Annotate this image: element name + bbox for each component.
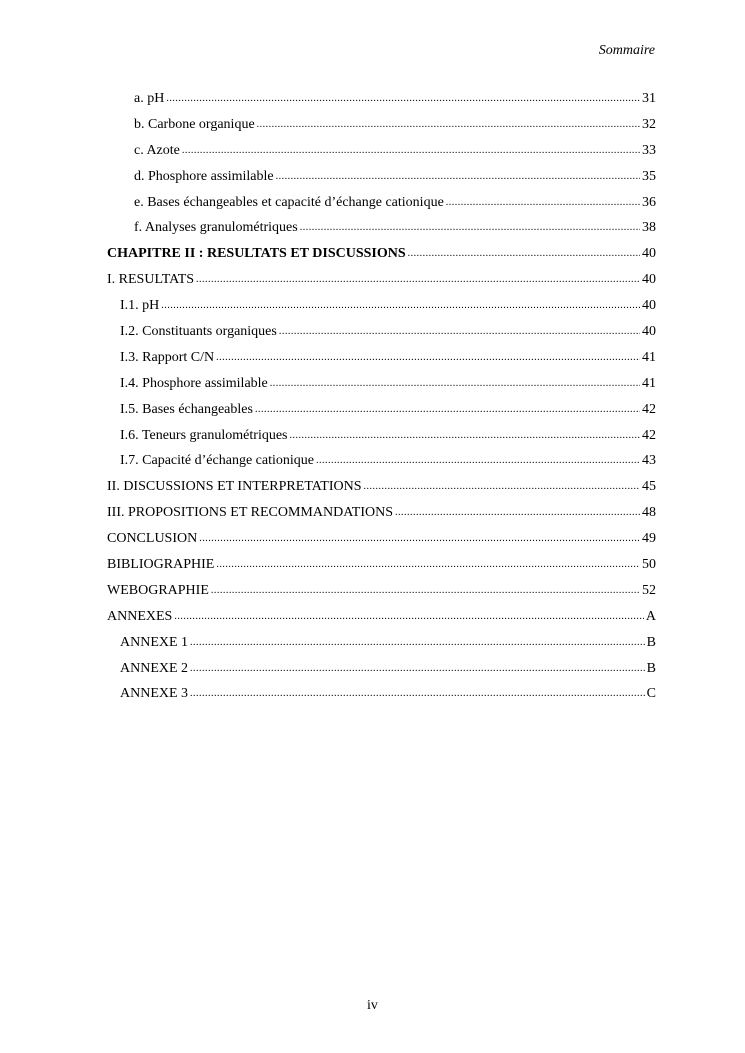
toc-entry-page: 36 (642, 194, 656, 210)
toc-entry-title: f. Analyses granulométriques (134, 220, 298, 236)
toc-entry-title: CHAPITRE II : RESULTATS ET DISCUSSIONS (107, 246, 406, 262)
page-number: iv (367, 998, 378, 1013)
toc-entry-page: 52 (642, 582, 656, 598)
toc-entry-title: I.7. Capacité d’échange cationique (120, 453, 314, 469)
toc-entry[interactable] (107, 241, 656, 267)
toc-dot-leader (199, 526, 640, 552)
toc-entry[interactable] (107, 215, 656, 241)
toc-entry-title: b. Carbone organique (134, 116, 255, 132)
toc-entry-title: c. Azote (134, 142, 180, 158)
toc-entry-page: 31 (642, 91, 656, 106)
toc-entry-title: CONCLUSION (107, 531, 198, 547)
toc-entry-title: a. pH (134, 91, 165, 106)
toc-dot-leader (300, 215, 640, 241)
toc-dot-leader (290, 423, 641, 449)
toc-entry-page: 50 (642, 557, 656, 573)
toc-entry-title: I.2. Constituants organiques (120, 324, 277, 340)
toc-entry[interactable] (107, 190, 656, 216)
toc-entry-page: 40 (642, 298, 656, 314)
toc-entry-page: 41 (642, 349, 656, 365)
toc-entry-title: e. Bases échangeables et capacité d’échange cationique (134, 194, 444, 210)
toc-entry[interactable] (107, 578, 656, 604)
toc-entry-title: WEBOGRAPHIE (107, 582, 209, 598)
toc-entry-page: 49 (642, 531, 656, 547)
toc-entry-title: BIBLIOGRAPHIE (107, 557, 215, 573)
toc-entry-title: I.5. Bases échangeables (120, 401, 253, 417)
toc-dot-leader (364, 474, 640, 500)
toc-dot-leader (279, 319, 640, 345)
toc-dot-leader (216, 345, 640, 371)
toc-entry-page: 38 (642, 220, 656, 236)
toc-dot-leader (257, 112, 640, 138)
toc-entry-page: C (646, 686, 656, 702)
toc-entry-page: 40 (642, 246, 656, 262)
toc-entry[interactable] (107, 552, 656, 578)
toc-entry-title: I.6. Teneurs granulométriques (120, 427, 288, 443)
toc-entry-page: 41 (642, 375, 656, 391)
toc-entry-page: 48 (642, 505, 656, 521)
toc-entry[interactable] (107, 448, 656, 474)
toc-dot-leader (166, 86, 640, 112)
toc-entry-title: ANNEXE 1 (120, 634, 189, 650)
toc-entry[interactable] (107, 371, 656, 397)
toc-dot-leader (316, 448, 640, 474)
toc-entry[interactable] (107, 681, 656, 707)
toc-dot-leader (216, 552, 640, 578)
toc-entry-title: d. Phosphore assimilable (134, 168, 274, 184)
toc-entry-title: I. RESULTATS (107, 272, 195, 288)
toc-entry[interactable] (107, 604, 656, 630)
toc-dot-leader (211, 578, 640, 604)
toc-entry-page: 45 (642, 479, 656, 495)
toc-entry-title: II. DISCUSSIONS ET INTERPRETATIONS (107, 479, 362, 495)
toc-entry-page: B (646, 634, 656, 650)
toc-dot-leader (190, 681, 645, 707)
toc-entry-page: 43 (642, 453, 656, 469)
toc-entry-page: 32 (642, 116, 656, 132)
toc-entry-page: 42 (642, 427, 656, 443)
table-of-contents (107, 86, 656, 707)
toc-entry[interactable] (107, 164, 656, 190)
toc-entry[interactable] (107, 86, 656, 112)
toc-dot-leader (276, 164, 640, 190)
toc-entry[interactable] (107, 630, 656, 656)
toc-entry-title: ANNEXE 3 (120, 686, 189, 702)
toc-dot-leader (446, 190, 640, 216)
toc-dot-leader (270, 371, 640, 397)
toc-entry-page: 40 (642, 272, 656, 288)
toc-entry[interactable] (107, 423, 656, 449)
toc-entry[interactable] (107, 397, 656, 423)
toc-entry-page: A (645, 608, 656, 624)
toc-entry[interactable] (107, 345, 656, 371)
toc-entry-title: I.3. Rapport C/N (120, 349, 215, 365)
toc-entry-page: B (646, 660, 656, 676)
toc-entry-title: III. PROPOSITIONS ET RECOMMANDATIONS (107, 505, 393, 521)
toc-entry[interactable] (107, 267, 656, 293)
toc-entry-title: I.1. pH (120, 298, 160, 314)
toc-entry[interactable] (107, 656, 656, 682)
toc-entry[interactable] (107, 293, 656, 319)
toc-dot-leader (182, 138, 640, 164)
toc-dot-leader (190, 630, 645, 656)
toc-entry-page: 33 (642, 142, 656, 158)
toc-dot-leader (255, 397, 640, 423)
running-header: Sommaire (598, 43, 655, 58)
toc-entry[interactable] (107, 112, 656, 138)
toc-entry-title: ANNEXES (107, 608, 173, 624)
toc-entry-page: 42 (642, 401, 656, 417)
toc-dot-leader (190, 656, 645, 682)
toc-entry-page: 40 (642, 324, 656, 340)
toc-entry[interactable] (107, 474, 656, 500)
toc-dot-leader (161, 293, 640, 319)
toc-dot-leader (196, 267, 640, 293)
toc-entry-title: ANNEXE 2 (120, 660, 189, 676)
toc-dot-leader (174, 604, 644, 630)
toc-entry[interactable] (107, 526, 656, 552)
toc-dot-leader (408, 241, 640, 267)
toc-dot-leader (395, 500, 640, 526)
toc-entry[interactable] (107, 319, 656, 345)
toc-entry-page: 35 (642, 168, 656, 184)
toc-entry-title: I.4. Phosphore assimilable (120, 375, 268, 391)
toc-entry[interactable] (107, 500, 656, 526)
toc-entry[interactable] (107, 138, 656, 164)
